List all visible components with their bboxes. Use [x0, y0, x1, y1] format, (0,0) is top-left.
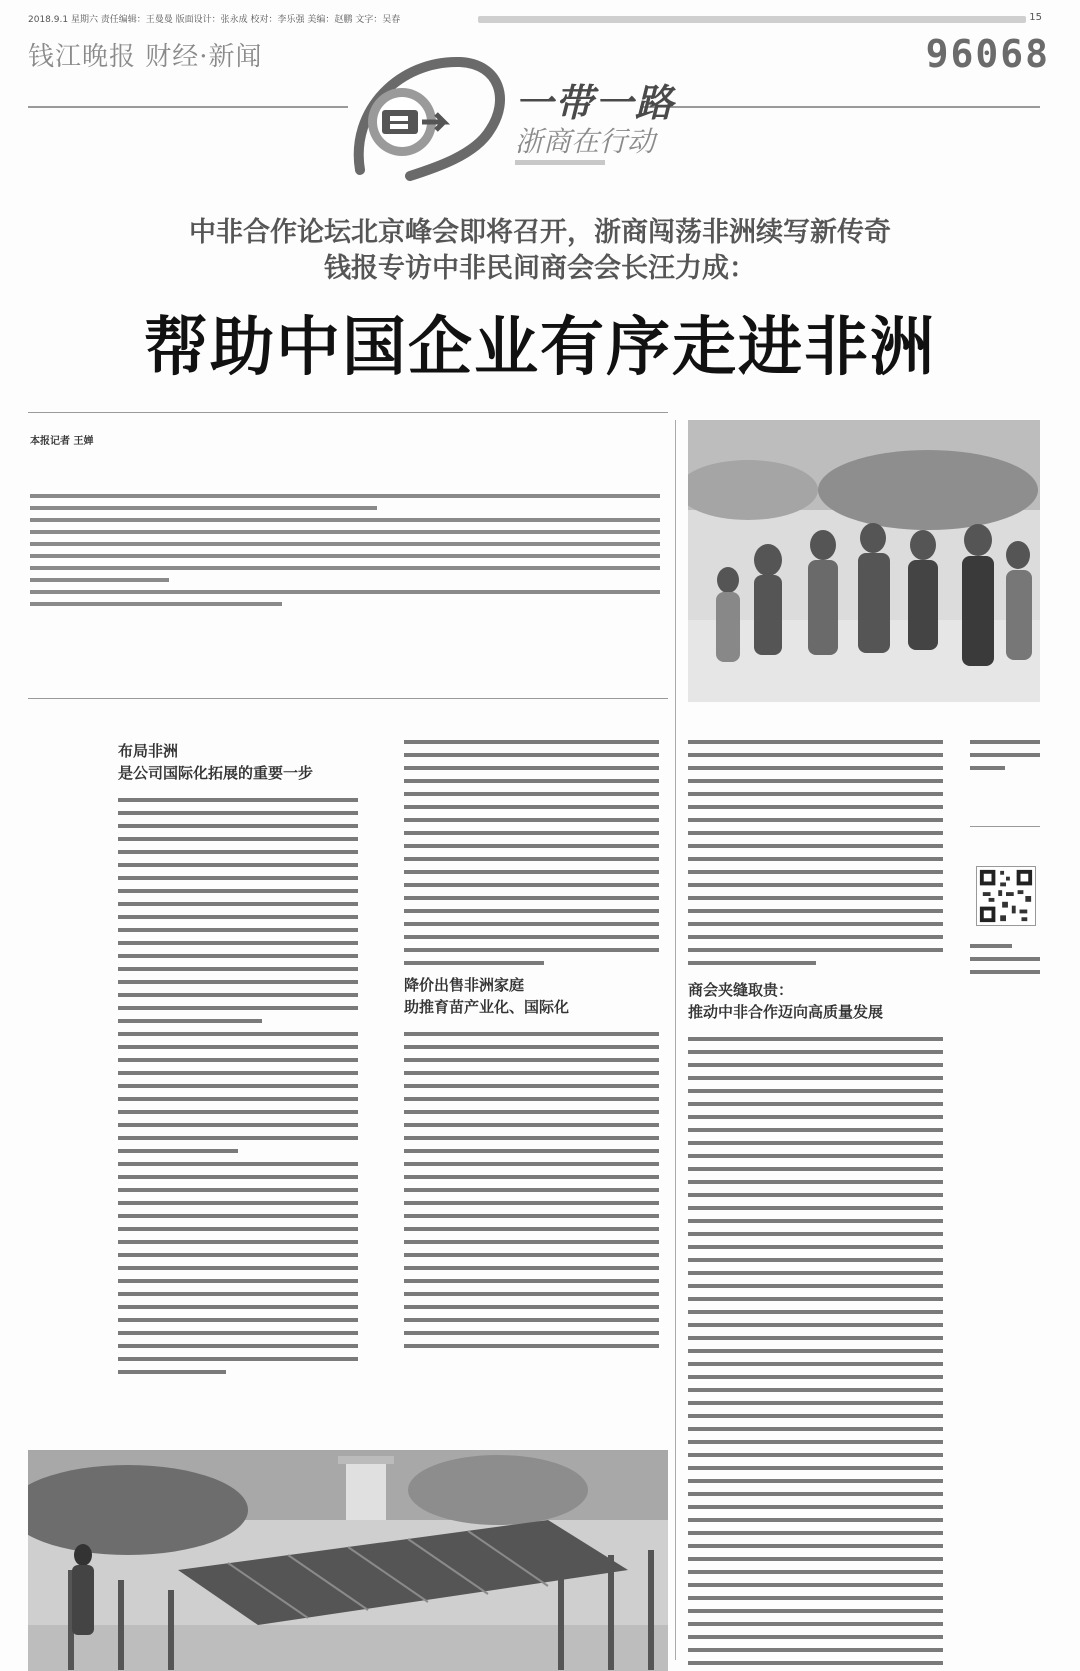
section-3-title-a: 商会夹缝取贵：	[688, 981, 794, 999]
right-rail-text	[970, 740, 1040, 770]
section-3-body	[688, 1037, 943, 1665]
header-rule-right	[640, 106, 1040, 108]
lead-top-rule	[28, 412, 668, 413]
hotline-number: 96068	[925, 32, 1050, 76]
section-2-title-b: 助推育苗产业化、国际化	[404, 998, 570, 1016]
belt-and-road-logo	[340, 50, 520, 190]
section-2-body	[404, 1032, 659, 1348]
brand-caption-line	[515, 160, 605, 165]
lead-bottom-rule	[28, 698, 668, 699]
column-divider	[675, 420, 676, 1660]
rail-rule	[970, 826, 1040, 827]
column-1	[118, 740, 358, 1383]
qr-caption	[970, 944, 1040, 983]
right-rail	[970, 740, 1040, 779]
column-2	[404, 740, 659, 1357]
section-2-title-a: 降价出售非洲家庭	[404, 976, 525, 994]
section-1-title-a: 布局非洲	[118, 742, 179, 760]
section-3-title-b: 推动中非合作迈向高质量发展	[688, 1003, 884, 1021]
header-rule-left	[28, 106, 348, 108]
kicker-line-2: 钱报专访中非民间商会会长汪力成：	[324, 253, 756, 284]
section-1-title-b: 是公司国际化拓展的重要一步	[118, 764, 314, 782]
masthead: 钱江晚报 财经·新闻	[28, 42, 263, 72]
photo-people-walking	[688, 420, 1040, 702]
section-3-lead-body	[688, 740, 943, 965]
kicker-line-1: 中非合作论坛北京峰会即将召开，浙商闯荡非洲续写新传奇	[189, 217, 891, 248]
qr-code-icon	[976, 866, 1036, 926]
byline: 本报记者 王婵	[30, 436, 94, 447]
top-strip-text: 2018.9.1 星期六 责任编辑：王曼曼 版面设计：张永成 校对：李乐强 美编：赵鹏 文字：吴春	[28, 15, 401, 25]
column-3	[688, 740, 943, 1671]
section-2-lead-body	[404, 740, 659, 965]
brand-subtitle: 浙商在行动	[515, 125, 656, 158]
headline: 帮助中国企业有序走进非洲	[144, 311, 936, 385]
brand-title: 一带一路	[515, 81, 676, 125]
page-number: 15	[1029, 12, 1042, 23]
photo-solar-panels	[28, 1450, 668, 1671]
intro-paragraph	[30, 494, 660, 664]
section-1-body	[118, 798, 358, 1374]
top-strip-bar	[478, 16, 1026, 23]
top-strip	[28, 12, 1044, 26]
